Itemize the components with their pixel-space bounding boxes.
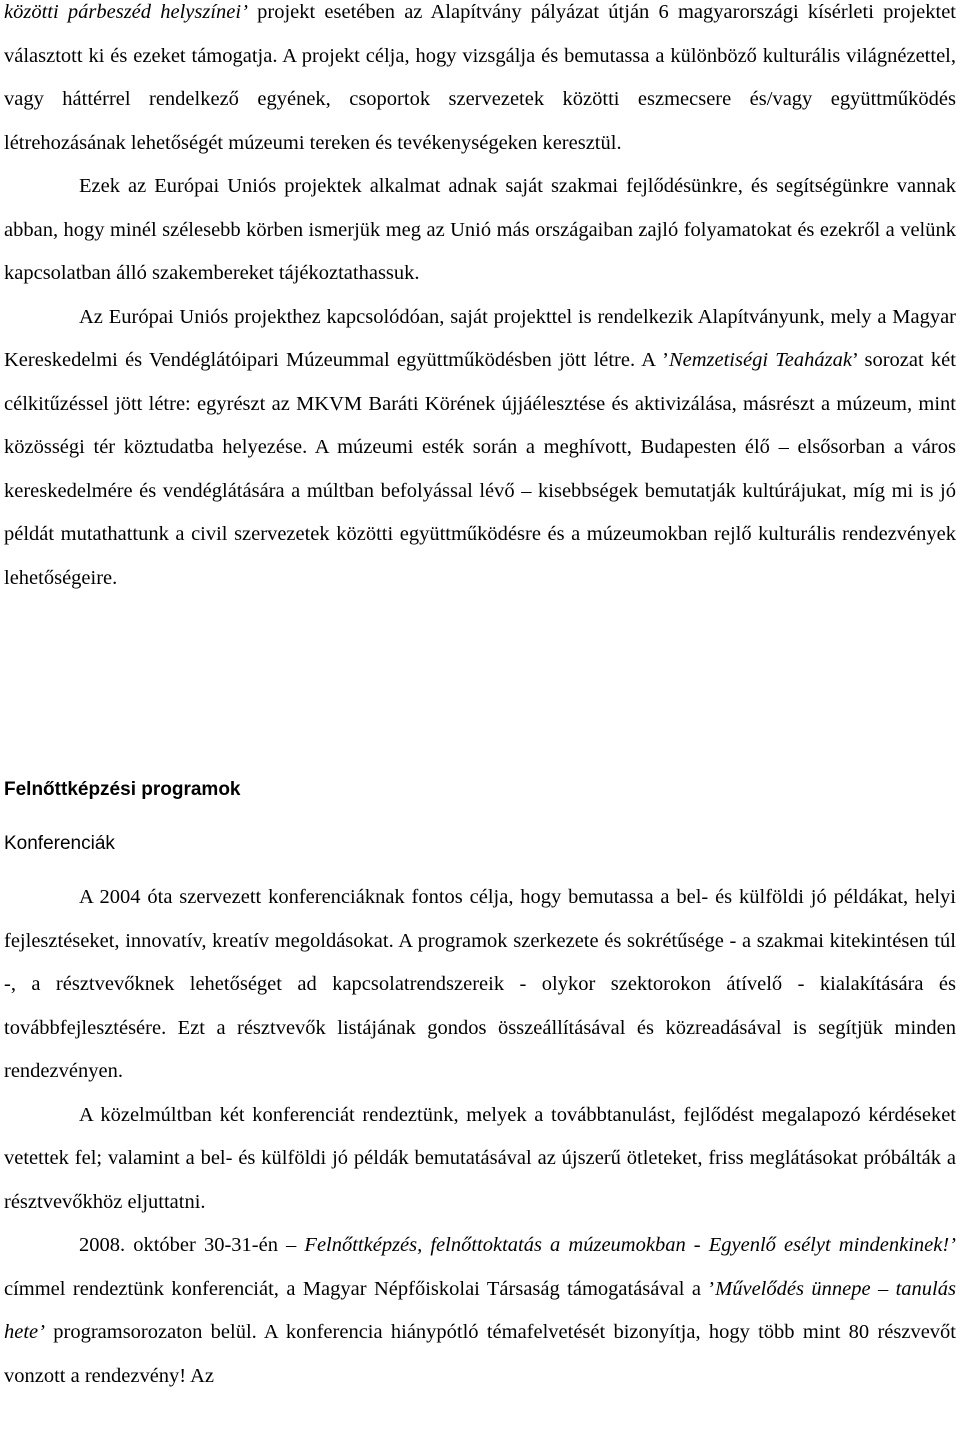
- paragraph-eu-projects: Ezek az Európai Uniós projektek alkalmat adnak saját szakmai fejlődésünkre, és segítségünkre vannak abban, hogy minél szélesebb körben ismerjük meg az Unió más országaiban zajló folyamatokat és ezekről a velünk kapcsolatban álló szakembereket tájékoztathassuk.: [4, 175, 956, 284]
- text-block-upper: [4, 0, 956, 600]
- italic-phrase: Művelődés ünnepe – tanulás hete’: [4, 1277, 956, 1343]
- subsection-heading: Konferenciák: [4, 833, 115, 854]
- paragraph-text: 2008. október 30-31-én –: [79, 1234, 305, 1256]
- text-block-lower: [4, 876, 956, 1398]
- italic-phrase: Nemzetiségi Teaházak: [668, 349, 852, 371]
- paragraph-conferences-goal: A 2004 óta szervezett konferenciáknak fontos célja, hogy bemutassa a bel- és külföldi jó példákat, helyi fejlesztéseket, innovatív, kreatív megoldásokat. A programok szerkezete és sokrétűsége - a szakmai kitekintésen túl -, a résztvevőknek lehetőséget ad kapcsolatrendszereik - olykor szektorokon átívelő - kialakítására és továbbfejlesztésére. Ezt a résztvevők listájának gondos összeállításával és közreadásával is segítjük minden rendezvényen.: [4, 886, 956, 1082]
- paragraph-recent-conferences: A közelmúltban két konferenciát rendeztünk, melyek a továbbtanulást, fejlődést megalapozó kérdéseket vetettek fel; valamint a bel- és külföldi jó példák bemutatásával az újszerű ötleteket, friss meglátásokat próbálták a résztvevőkhöz eljuttatni.: [4, 1103, 956, 1213]
- paragraph-text: projekt esetében az Alapítvány pályázat útján 6 magyarországi kísérleti projektet választott ki és ezeket támogatja. A projekt célja, hogy vizsgálja és bemutassa a különböző kulturális világnézettel, vagy háttérrel rendelkező egyének, csoportok szervezetek közötti eszmecsere és/vagy együttműködés létrehozásának lehetőségét múzeumi tereken és tevékenységeken keresztül.: [4, 1, 956, 154]
- italic-phrase: Felnőttképzés, felnőttoktatás a múzeumokban - Egyenlő esélyt mindenkinek!’: [304, 1234, 957, 1256]
- paragraph-teahouses: [4, 296, 956, 601]
- paragraph-text: programsorozaton belül. A konferencia hiánypótló témafelvetését bizonyítja, hogy több mint 80 részvevőt vonzott a rendezvény! Az: [4, 1321, 956, 1387]
- paragraph-text: címmel rendeztünk konferenciát, a Magyar Népfőiskolai Társaság támogatásával a ’: [4, 1277, 716, 1300]
- paragraph-2008-conference: [4, 1224, 956, 1398]
- italic-phrase: közötti párbeszéd helyszínei’: [4, 1, 248, 23]
- paragraph-text: ’ sorozat két célkitűzéssel jött létre: egyrészt az MKVM Baráti Körének újjáélesztése és aktivizálása, másrészt a múzeum, mint közösségi tér köztudatba helyezése. A múzeumi esték során a meghívott, Budapesten élő – elsősorban a város kereskedelmére és vendéglátására a múltban befolyással lévő – kisebbségek bemutatják kultúrájukat, míg mi is jó példát mutathattunk a civil szervezetek közötti együttműködésre és a múzeumokban rejlő kulturális rendezvények lehetőségeire.: [4, 349, 956, 589]
- paragraph-text: Az Európai Uniós projekthez kapcsolódóan, saját projekttel is rendelkezik Alapítványunk, mely a Magyar Kereskedelmi és Vendéglátóipari Múzeummal együttműködésben jött létre. A ’: [4, 305, 956, 371]
- section-heading: Felnőttképzési programok: [4, 779, 241, 800]
- paragraph-pilot-projects: [4, 0, 956, 165]
